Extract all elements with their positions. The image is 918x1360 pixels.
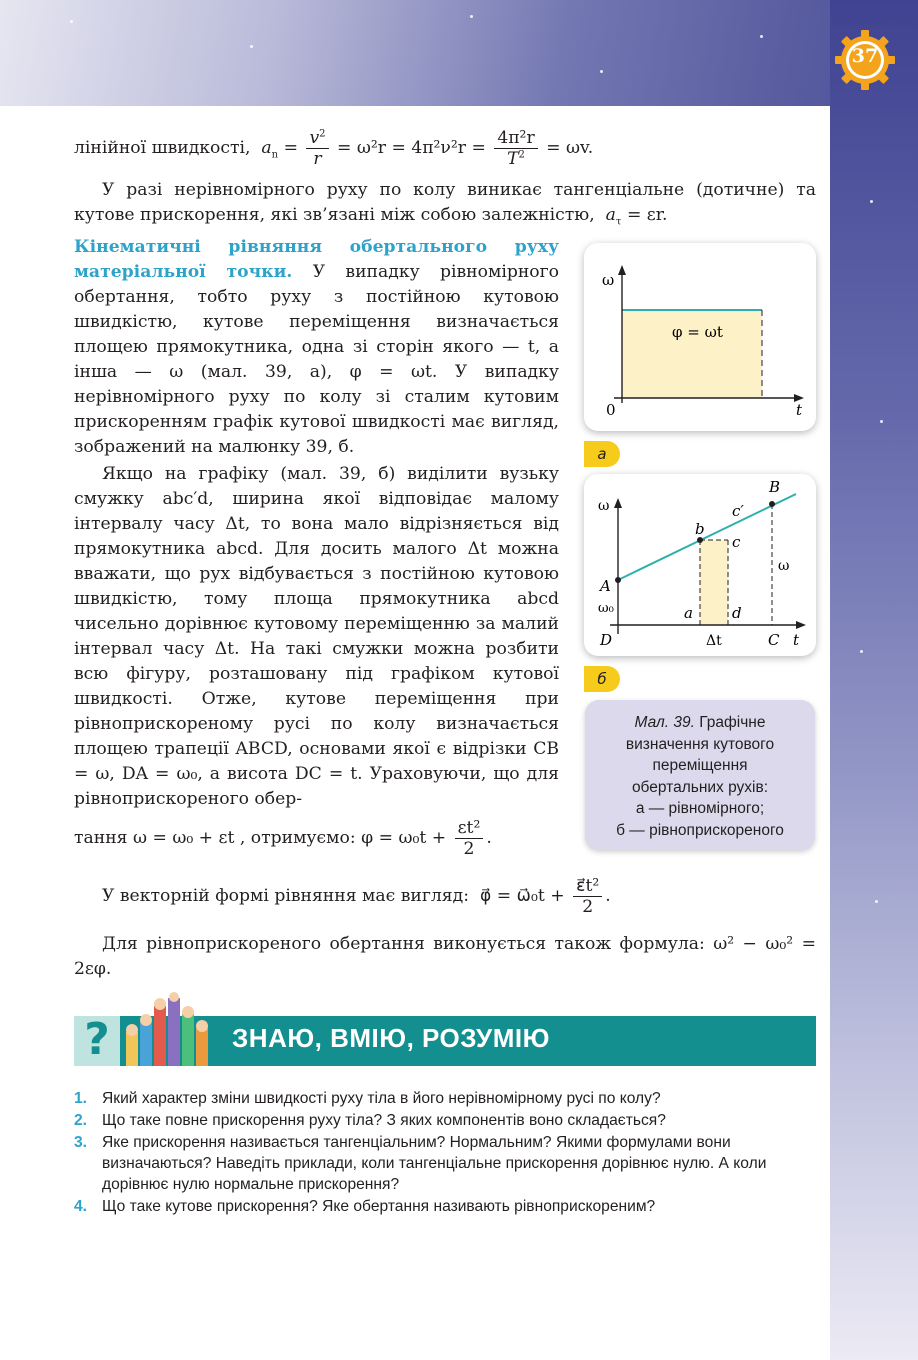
caption-title: Мал. 39. [634,714,695,731]
label-point-c: c [732,533,741,551]
side-banner [830,0,918,1360]
y-axis-label: ω [602,271,615,289]
figure-b-graph [584,474,816,656]
figure-a-graph [584,243,816,431]
question-text: Який характер зміни швидкості руху тіла в його нерівномірному русі по колу? [102,1090,661,1107]
formula-phi-uniform-acceleration: тання ω = ω₀ + εt , отримуємо: φ = ω₀t + $\frac{\text{εt²}}{2}$ . [74,818,492,859]
raised-hands-icon [120,992,220,1066]
label-point-D: D [600,631,613,649]
question-text: Що таке кутове прискорення? Яке обертання називають рівноприскореним? [102,1198,656,1215]
star-decoration [880,420,883,423]
formula-omega-squared: ω² − ω₀² = 2εφ. [74,934,816,979]
fraction-vector-et2-2: $\frac{\text{ε⃗t²}}{2}$ [573,876,602,917]
question-number: 1. [74,1090,88,1107]
formula-an: a [261,138,272,158]
strip-abcd [700,540,728,625]
label-point-A: A [600,577,611,595]
formula-tail: = ωv. [546,138,594,158]
origin-label: 0 [606,401,616,419]
y-axis-label: ω [598,498,610,514]
paragraph-narrow-strip: Якщо на графіку (мал. 39, б) виділити вузьку смужку abc′d, ширина якої відповідає малому інтервалу часу Δt, то вона мало відрізняється від прямокутника abcd. Для досить малого Δt можна вважати, що рух відбувається з постійною кутовою швидкістю, тому площа прямокутника abcd чисельно дорівнює кутовому переміщенню за малий інтервал часу Δt. На такі смужки можна розбити всю фігуру, розташовану під графіком кутової швидкості. Отже, кутове переміщення при рівноприскореному русі по колу визначається площею трапеції ABCD, основами якої є відрізки CB = ω, DA = ω₀, а висота DC = t. Ураховуючи, що для рівноприскореного обер- [74,464,559,809]
star-decoration [870,200,873,203]
x-axis-arrow-icon [796,621,806,629]
question-number: 4. [74,1198,88,1215]
question-item [74,1132,816,1195]
figure-a-tag: а [584,441,620,467]
paragraph-vector-form: У векторній формі рівняння має вигляд: φ⃗ = ω⃗₀t + $\frac{\text{ε⃗t²}}{2}$ . [102,876,611,917]
y-axis-arrow-icon [618,265,626,275]
star-decoration [470,15,473,18]
paragraph-kinematic-equations: Кінематичні рівняння обертального руху матеріальної точки. У випадку рівномірного обертання, тобто руху з постійною кутовою швидкістю, кутове переміщення визначається площею прямокутника, одна зі сторін якого — t, а інша — ω (мал. 39, а), φ = ωt. У випадку нерівномірного руху по колу зі сталим кутовим прискоренням графік кутової швидкості має вигляд, зображений на малюнку 39, б. [74,237,560,457]
vector-formula: φ⃗ = ω⃗₀t + [479,886,565,906]
formula-a-tau: a [605,205,616,225]
point-big-b-dot [769,501,775,507]
figure-a-box [584,243,816,431]
question-mark-icon: ? [84,1014,110,1065]
star-decoration [875,900,878,903]
label-delta-t: Δt [706,633,722,649]
figure-b-tag: б [584,666,620,692]
question-number: 2. [74,1112,88,1129]
label-point-b: b [695,520,705,538]
x-axis-label: t [793,631,800,649]
question-item [74,1088,816,1109]
formula-label: лінійної швидкості, [74,138,251,158]
section-title: ЗНАЮ, ВМІЮ, РОЗУМІЮ [232,1023,550,1053]
x-axis-label: t [796,401,803,419]
label-point-d: d [732,604,742,622]
label-point-B: B [769,478,781,496]
question-text: Яке прискорення називається тангенціальним? Нормальним? Якими формулами вони визначаються? Наведіть приклади, коли тангенціальне прискорення дорівнює нулю. А коли дорівнює нулю нормальне прискорення? [102,1134,767,1193]
label-point-a: a [684,604,693,622]
label-omega: ω [778,558,790,574]
star-decoration [70,20,73,23]
label-point-C: C [768,631,780,649]
formula-line-normal-acceleration: лінійної швидкості, $a_n$ = $\frac{v^2}{r}$ = ω²r = 4π²ν²r = $\frac{\text{4π²r}}{T^2}$ = ωv. [74,128,594,169]
page-number: 37 [851,45,879,67]
figure-caption: Мал. 39. Графічне визначення кутового переміщення обертальних рухів: а — рівномірного; б — рівноприскореного [585,700,815,850]
paragraph-tangential: У разі нерівномірного руху по колу виникає тангенціальне (дотичне) та кутове прискорення, які зв’язані між собою залежністю, $a_\tau = \varepsilon r$. [74,180,816,228]
fraction-v2-r: $\frac{v^2}{r}$ [306,128,328,169]
label-omega0: ω₀ [598,601,614,616]
star-decoration [860,650,863,653]
star-decoration [600,70,603,73]
question-number: 3. [74,1134,88,1151]
fraction-4pi2r-t2: $\frac{\text{4π²r}}{T^2}$ [494,128,537,169]
formula-an-sub: n [271,149,279,161]
question-item [74,1196,816,1217]
label-point-c-prime: c′ [732,502,744,520]
paragraph-uniform-acceleration-formula: Для рівноприскореного обертання виконується також формула: ω² − ω₀² = 2εφ. [74,934,816,979]
y-axis-arrow-icon [614,498,622,508]
figure-b-box [584,474,816,656]
question-text: Що таке повне прискорення руху тіла? З яких компонентів воно складається? [102,1112,666,1129]
question-item [74,1110,816,1131]
formula-middle: = ω²r = 4π²ν²r = [337,138,486,158]
area-label: φ = ωt [672,323,723,341]
paragraph-heading: Кінематичні рівняння обертального руху матеріальної точки. [74,237,559,282]
fraction-et2-2: $\frac{\text{εt²}}{2}$ [455,818,484,859]
star-decoration [250,45,253,48]
header-banner [0,0,918,106]
star-decoration [760,35,763,38]
